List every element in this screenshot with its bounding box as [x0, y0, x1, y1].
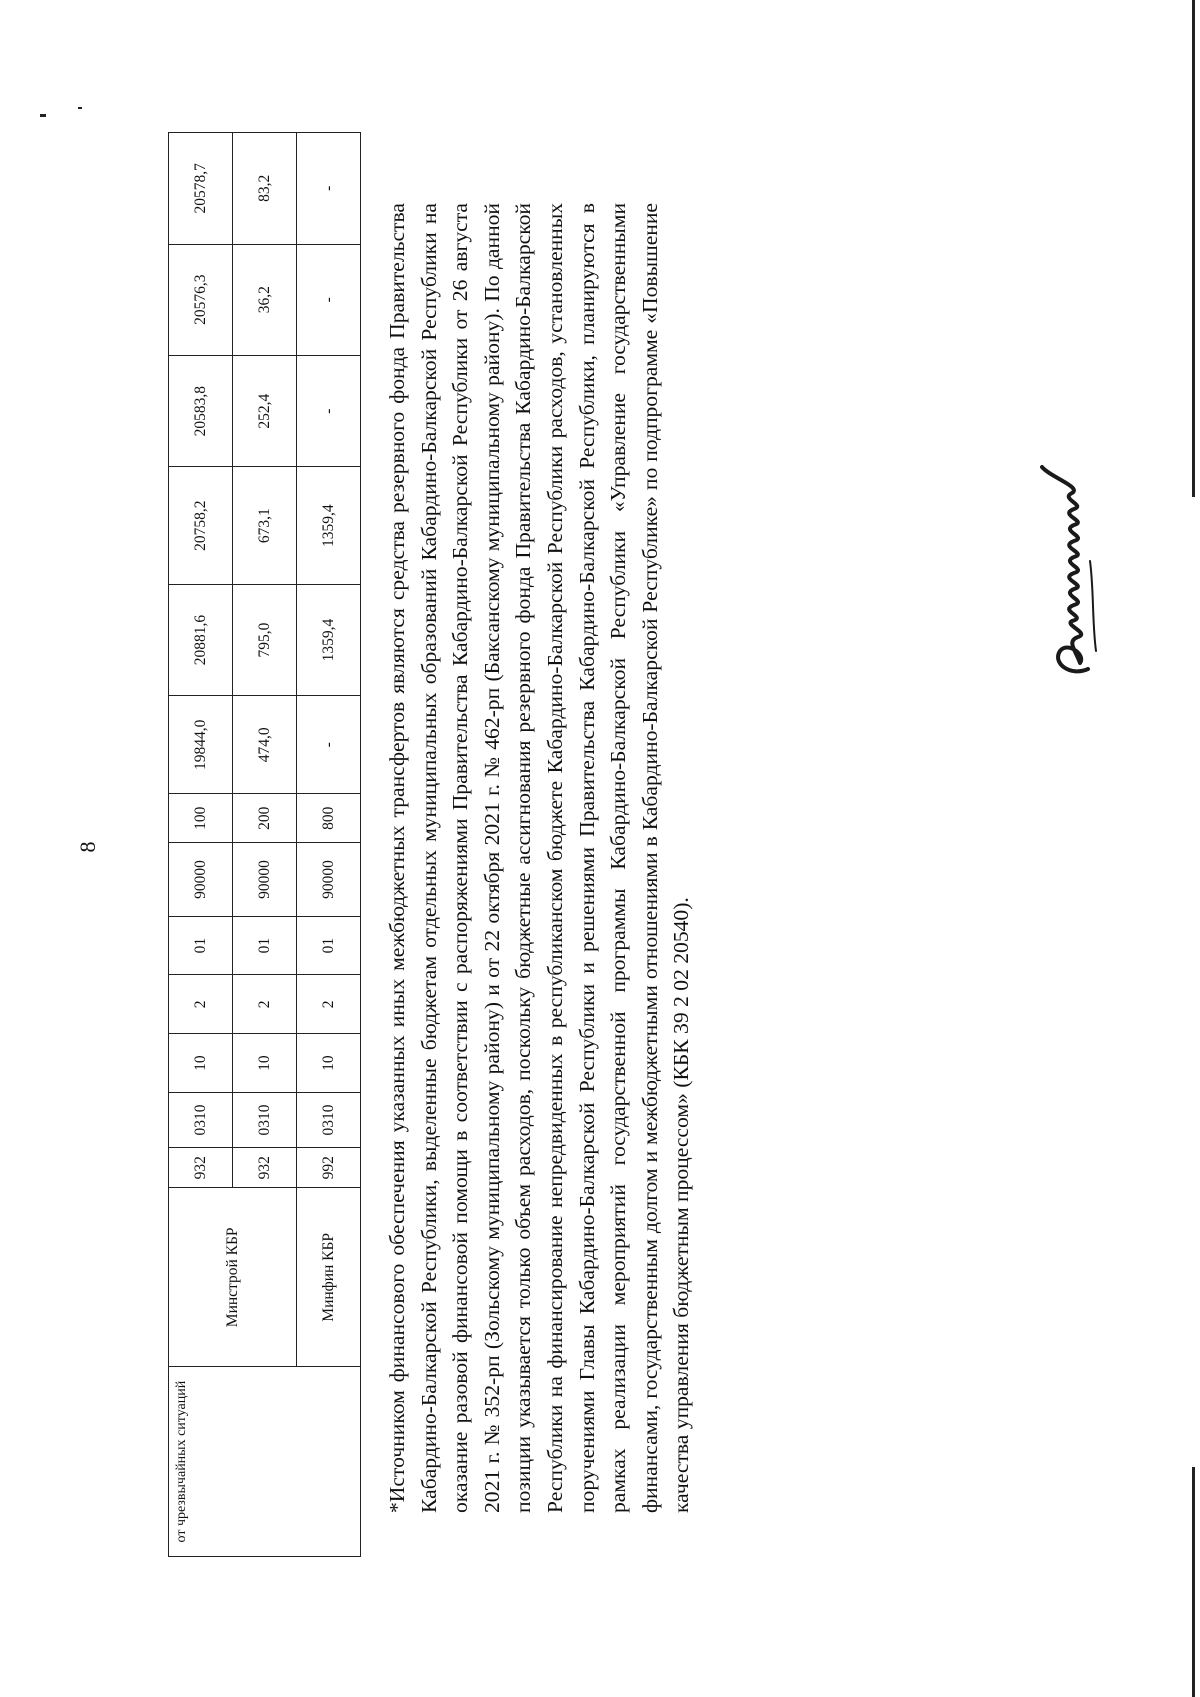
table-cell: 01 [297, 916, 361, 975]
org-cell: Минфин КБР [297, 1188, 361, 1367]
table-cell: 100 [169, 794, 233, 843]
table-cell: 20758,2 [169, 467, 233, 585]
table-cell: 20583,8 [169, 355, 233, 466]
table-cell: 474,0 [233, 696, 297, 794]
table-cell: 1359,4 [297, 467, 361, 585]
table-cell: 992 [297, 1148, 361, 1188]
table-cell: 0310 [297, 1092, 361, 1147]
table-cell: 10 [169, 1034, 233, 1093]
table-cell: 1359,4 [297, 584, 361, 695]
table-cell: 932 [233, 1148, 297, 1188]
table-cell: 01 [169, 916, 233, 975]
table-cell: 2 [169, 975, 233, 1034]
table-cell: 20881,6 [169, 584, 233, 695]
table-cell: 20576,3 [169, 244, 233, 355]
table-cell: - [297, 355, 361, 466]
table-cell: 19844,0 [169, 696, 233, 794]
table-cell: 90000 [233, 843, 297, 916]
page-number: 8 [75, 841, 100, 853]
table-cell: 83,2 [233, 133, 297, 245]
table-cell: 800 [297, 794, 361, 843]
table-cell: 200 [233, 794, 297, 843]
table-cell: 01 [233, 916, 297, 975]
table-cell: - [297, 696, 361, 794]
scan-edge-line [1192, 0, 1195, 497]
table-cell: 36,2 [233, 244, 297, 355]
org-cell: Минстрой КБР [169, 1188, 297, 1367]
table-cell: 795,0 [233, 584, 297, 695]
budget-allocation-table [168, 132, 361, 1557]
table-cell: 90000 [169, 843, 233, 916]
footnote-paragraph: *Источником финансового обеспечения указанных иных межбюджетных трансфертов являются средства резервного фонда Правительства Кабардино-Балкарской Республики, выделенные бюджетам отдельных муниципальных образований Кабардино-Балкарской Республики на оказание разовой финансовой помощи в соответствии с распоряжениями Правительства Кабардино-Балкарской Республики от 26 августа 2021 г. № 352-рп (Зольскому муниципальному району) и от 22 октября 2021 г. № 462-рп (Баксанскому муниципальному району). По данной позиции указывается только объем расходов, поскольку бюджетные ассигнования резервного фонда Правительства Кабардино-Балкарской Республики на финансирование непредвиденных в республиканском бюджете Кабардино-Балкарской Республики расходов, установленных поручениями Главы Кабардино-Балкарской Республики и решениями Правительства Кабардино-Балкарской Республики, планируются в рамках реализации мероприятий государственной программы Кабардино-Балкарской Республики «Управление государственными финансами, государственным долгом и межбюджетными отношениями в Кабардино-Балкарской Республике» по подпрограмме «Повышение качества управления бюджетным процессом» (КБК 39 2 02 20540). [385, 203, 694, 1513]
table-cell: 10 [233, 1034, 297, 1093]
scan-speck [78, 107, 82, 109]
table-cell: 252,4 [233, 355, 297, 466]
table-cell: 0310 [169, 1092, 233, 1147]
table-cell: 2 [297, 975, 361, 1034]
scan-edge-line [1192, 1467, 1195, 1697]
table-cell: 932 [169, 1148, 233, 1188]
table-row [297, 133, 361, 1557]
table-cell: - [297, 133, 361, 245]
table-cell: - [297, 244, 361, 355]
table-cell: 10 [297, 1034, 361, 1093]
scan-speck [40, 114, 46, 117]
handwritten-signature [1030, 431, 1115, 681]
category-label-cell: от чрезвычайных ситуаций [169, 1367, 361, 1557]
table-cell: 2 [233, 975, 297, 1034]
table-cell: 0310 [233, 1092, 297, 1147]
table-row [169, 133, 233, 1557]
table-cell: 20578,7 [169, 133, 233, 245]
table-cell: 673,1 [233, 467, 297, 585]
table-cell: 90000 [297, 843, 361, 916]
